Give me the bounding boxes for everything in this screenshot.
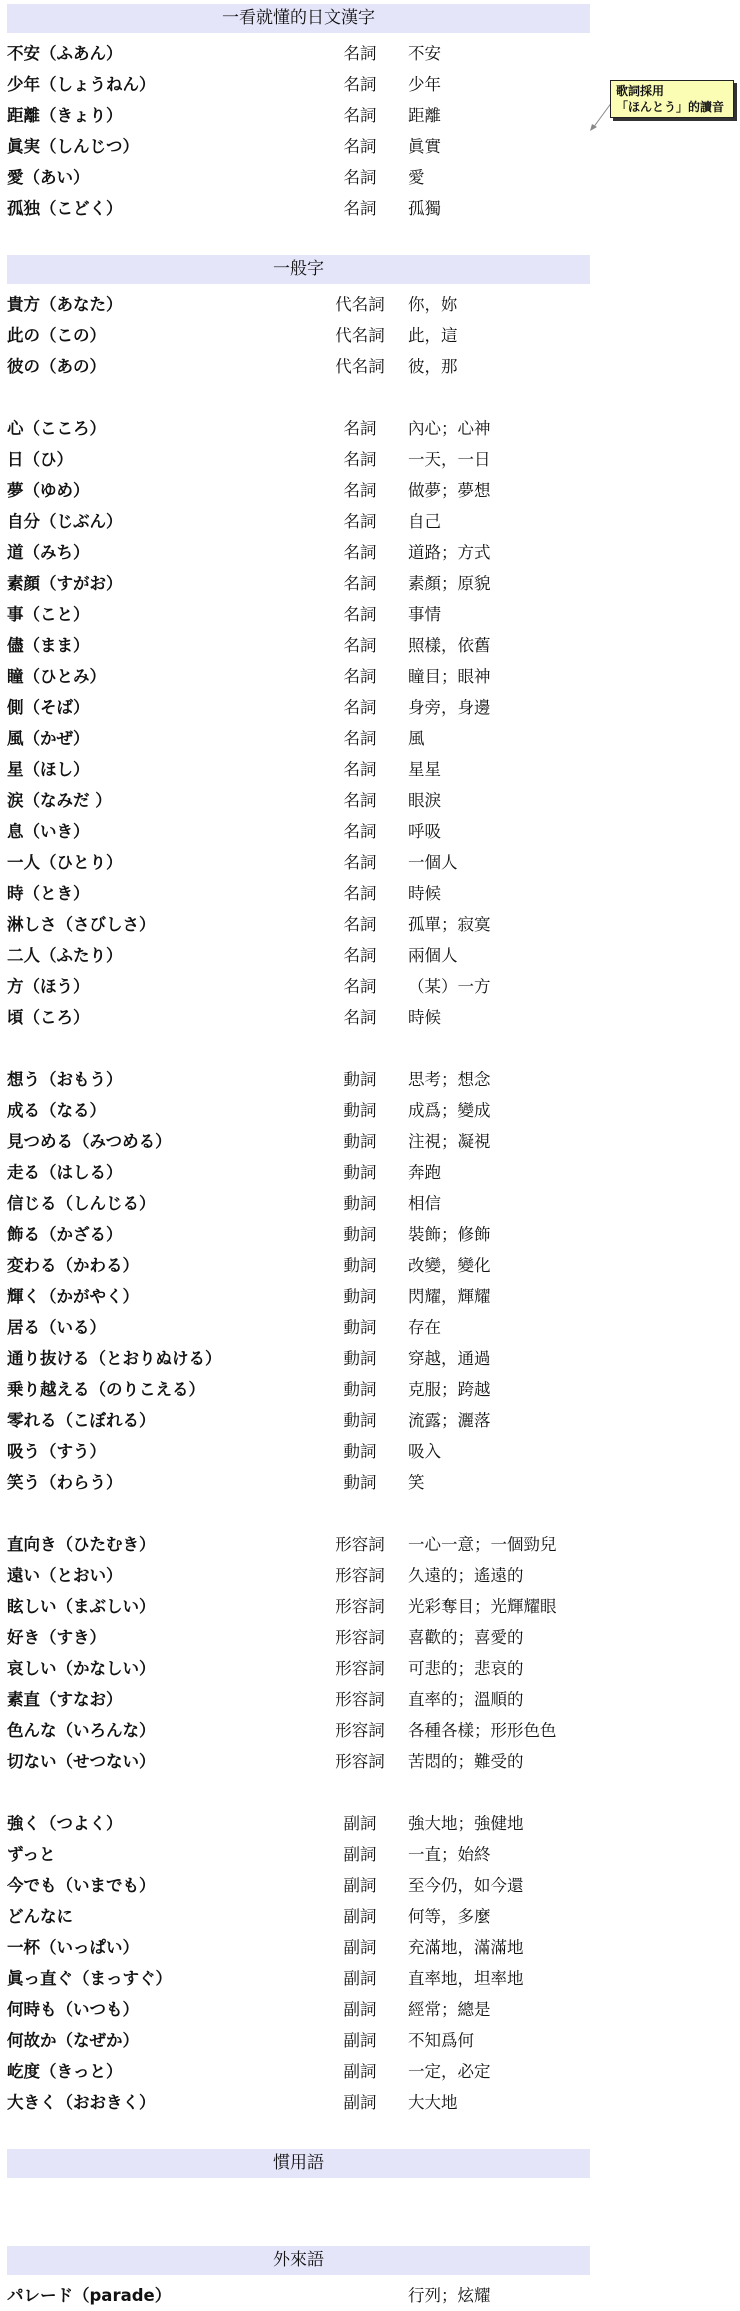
- vocab-word: 笑う（わらう）: [7, 1473, 123, 1492]
- vocab-meaning: 少年: [408, 75, 441, 94]
- vocab-part-of-speech: 形容詞: [335, 1628, 385, 1647]
- section-header: 慣用語: [7, 2149, 590, 2178]
- vocab-part-of-speech: 名詞: [343, 853, 377, 872]
- vocab-meaning: 此，這: [408, 326, 458, 345]
- vocab-word: 成る（なる）: [7, 1101, 106, 1120]
- vocab-meaning: 身旁，身邊: [408, 698, 491, 717]
- vocab-part-of-speech: 名詞: [343, 760, 377, 779]
- vocab-part-of-speech: 代名詞: [335, 326, 385, 345]
- vocab-row: [0, 476, 600, 506]
- vocab-meaning: 不知爲何: [408, 2031, 474, 2050]
- vocab-part-of-speech: 形容詞: [335, 1566, 385, 1585]
- vocab-row: [0, 1747, 600, 1777]
- vocab-word: 輝く（かがやく）: [7, 1287, 139, 1306]
- section-header: 一般字: [7, 255, 590, 284]
- vocab-meaning: 喜歡的；喜愛的: [408, 1628, 524, 1647]
- vocab-word: 素直（すなお）: [7, 1690, 123, 1709]
- vocab-meaning: 兩個人: [408, 946, 458, 965]
- vocab-row: [0, 2057, 600, 2087]
- vocab-row: [0, 1065, 600, 1095]
- vocab-meaning: 流露；灑落: [408, 1411, 491, 1430]
- vocab-word: 星（ほし）: [7, 760, 90, 779]
- vocab-word: 彼の（あの）: [7, 357, 106, 376]
- vocab-row: [0, 693, 600, 723]
- vocab-row: [0, 1933, 600, 1963]
- vocab-row: [0, 1344, 600, 1374]
- vocab-word: 不安（ふあん）: [7, 44, 123, 63]
- vocab-row: [0, 1127, 600, 1157]
- vocab-row: [0, 848, 600, 878]
- vocab-meaning: 久遠的；遙遠的: [408, 1566, 524, 1585]
- vocab-meaning: 做夢；夢想: [408, 481, 491, 500]
- vocab-meaning: 注視；凝視: [408, 1132, 491, 1151]
- vocab-word: 屹度（きっと）: [7, 2062, 123, 2081]
- vocab-meaning: 道路；方式: [408, 543, 491, 562]
- vocab-part-of-speech: 動詞: [343, 1473, 377, 1492]
- vocab-word: 頃（ころ）: [7, 1008, 90, 1027]
- vocab-part-of-speech: 形容詞: [335, 1659, 385, 1678]
- vocab-part-of-speech: 名詞: [343, 106, 377, 125]
- vocab-word: 哀しい（かなしい）: [7, 1659, 156, 1678]
- vocab-row: [0, 1623, 600, 1653]
- vocab-word: 日（ひ）: [7, 450, 73, 469]
- vocab-part-of-speech: 名詞: [343, 574, 377, 593]
- vocab-meaning: 孤獨: [408, 199, 441, 218]
- vocab-part-of-speech: 動詞: [343, 1318, 377, 1337]
- vocab-row: [0, 1096, 600, 1126]
- vocab-row: [0, 132, 600, 162]
- vocab-row: [0, 1313, 600, 1343]
- vocab-row: [0, 39, 600, 69]
- vocab-meaning: 笑: [408, 1473, 425, 1492]
- vocab-meaning: 孤單；寂寞: [408, 915, 491, 934]
- vocab-meaning: 素顏；原貌: [408, 574, 491, 593]
- vocab-word: どんなに: [7, 1907, 73, 1926]
- vocab-part-of-speech: 動詞: [343, 1287, 377, 1306]
- vocab-row: [0, 1406, 600, 1436]
- vocab-part-of-speech: 名詞: [343, 791, 377, 810]
- vocab-part-of-speech: 形容詞: [335, 1752, 385, 1771]
- vocab-word: 遠い（とおい）: [7, 1566, 123, 1585]
- vocab-word: 少年（しょうねん）: [7, 75, 156, 94]
- vocab-meaning: 一直；始終: [408, 1845, 491, 1864]
- vocab-meaning: 吸入: [408, 1442, 441, 1461]
- vocab-part-of-speech: 動詞: [343, 1194, 377, 1213]
- vocab-word: 乗り越える（のりこえる）: [7, 1380, 205, 1399]
- vocab-meaning: 距離: [408, 106, 441, 125]
- vocab-word: 時（とき）: [7, 884, 90, 903]
- vocab-meaning: 一心一意；一個勁兒: [408, 1535, 557, 1554]
- vocab-word: 此の（この）: [7, 326, 106, 345]
- vocab-word: 二人（ふたり）: [7, 946, 123, 965]
- vocab-row: [0, 1840, 600, 1870]
- vocab-part-of-speech: 代名詞: [335, 357, 385, 376]
- vocab-meaning: 苦悶的；難受的: [408, 1752, 524, 1771]
- vocab-meaning: 瞳目；眼神: [408, 667, 491, 686]
- vocab-meaning: 直率的；溫順的: [408, 1690, 524, 1709]
- vocab-meaning: 事情: [408, 605, 441, 624]
- vocab-word: 色んな（いろんな）: [7, 1721, 156, 1740]
- vocab-meaning: 各種各樣；形形色色: [408, 1721, 557, 1740]
- vocab-row: [0, 1716, 600, 1746]
- vocab-word: 事（こと）: [7, 605, 90, 624]
- vocab-row: [0, 1530, 600, 1560]
- vocab-part-of-speech: 形容詞: [335, 1690, 385, 1709]
- vocab-word: 大きく（おおきく）: [7, 2093, 156, 2112]
- vocab-word: 居る（いる）: [7, 1318, 106, 1337]
- vocab-row: [0, 817, 600, 847]
- vocab-part-of-speech: 名詞: [343, 543, 377, 562]
- vocab-meaning: 光彩奪目；光輝耀眼: [408, 1597, 557, 1616]
- vocab-row: [0, 1468, 600, 1498]
- vocab-meaning: 克服；跨越: [408, 1380, 491, 1399]
- vocab-meaning: 照樣，依舊: [408, 636, 491, 655]
- vocab-word: 好き（すき）: [7, 1628, 106, 1647]
- vocab-word: 何故か（なぜか）: [7, 2031, 139, 2050]
- vocab-part-of-speech: 副詞: [343, 1876, 377, 1895]
- comment-note-line1: 歌詞採用: [616, 84, 665, 98]
- vocab-row: [0, 1592, 600, 1622]
- vocab-meaning: 強大地；強健地: [408, 1814, 524, 1833]
- vocab-word: 夢（ゆめ）: [7, 481, 90, 500]
- vocab-row: [0, 101, 600, 131]
- vocab-word: 一杯（いっぱい）: [7, 1938, 139, 1957]
- vocab-word: 儘（まま）: [7, 636, 90, 655]
- vocab-meaning: 一個人: [408, 853, 458, 872]
- vocab-meaning: 自己: [408, 512, 441, 531]
- comment-note: [610, 80, 734, 118]
- vocab-row: [0, 879, 600, 909]
- vocab-meaning: （某）一方: [408, 977, 491, 996]
- vocab-meaning: 成爲；變成: [408, 1101, 491, 1120]
- vocab-row: [0, 352, 600, 382]
- vocab-word: 何時も（いつも）: [7, 2000, 139, 2019]
- vocab-word: 距離（きょり）: [7, 106, 123, 125]
- vocab-part-of-speech: 名詞: [343, 481, 377, 500]
- vocab-word: 直向き（ひたむき）: [7, 1535, 156, 1554]
- vocab-meaning: 行列；炫耀: [408, 2286, 491, 2305]
- vocab-row: [0, 2026, 600, 2056]
- vocab-word: 素顔（すがお）: [7, 574, 123, 593]
- vocab-row: [0, 1251, 600, 1281]
- vocab-row: [0, 1189, 600, 1219]
- vocab-row: [0, 631, 600, 661]
- vocab-part-of-speech: 名詞: [343, 698, 377, 717]
- vocab-word: 強く（つよく）: [7, 1814, 123, 1833]
- vocab-word: 今でも（いまでも）: [7, 1876, 156, 1895]
- vocab-meaning: 不安: [408, 44, 441, 63]
- vocab-meaning: 何等，多麼: [408, 1907, 491, 1926]
- vocab-part-of-speech: 動詞: [343, 1070, 377, 1089]
- vocab-meaning: 呼吸: [408, 822, 441, 841]
- vocab-word: 淋しさ（さびしさ）: [7, 915, 156, 934]
- vocab-row: [0, 1995, 600, 2025]
- vocab-part-of-speech: 副詞: [343, 2031, 377, 2050]
- vocab-word: 自分（じぶん）: [7, 512, 123, 531]
- vocab-meaning: 愛: [408, 168, 425, 187]
- vocab-part-of-speech: 副詞: [343, 1814, 377, 1833]
- vocab-part-of-speech: 名詞: [343, 729, 377, 748]
- vocab-part-of-speech: 副詞: [343, 1969, 377, 1988]
- vocab-meaning: 時候: [408, 884, 441, 903]
- vocab-part-of-speech: 名詞: [343, 946, 377, 965]
- vocab-word: 眩しい（まぶしい）: [7, 1597, 156, 1616]
- vocab-meaning: 思考；想念: [408, 1070, 491, 1089]
- vocab-row: [0, 1902, 600, 1932]
- vocab-meaning: 奔跑: [408, 1163, 441, 1182]
- vocab-meaning: 閃耀，輝耀: [408, 1287, 491, 1306]
- vocab-word: 眞実（しんじつ）: [7, 137, 139, 156]
- vocab-meaning: 至今仍，如今還: [408, 1876, 524, 1895]
- vocab-word: 孤独（こどく）: [7, 199, 123, 218]
- vocab-word: 想う（おもう）: [7, 1070, 123, 1089]
- vocab-row: [0, 1654, 600, 1684]
- vocab-row: [0, 163, 600, 193]
- vocab-part-of-speech: 副詞: [343, 1845, 377, 1864]
- vocab-row: [0, 290, 600, 320]
- vocab-part-of-speech: 名詞: [343, 636, 377, 655]
- vocab-row: [0, 1561, 600, 1591]
- vocab-part-of-speech: 副詞: [343, 1938, 377, 1957]
- vocab-part-of-speech: 副詞: [343, 1907, 377, 1926]
- vocab-row: [0, 600, 600, 630]
- vocab-word: 側（そば）: [7, 698, 90, 717]
- vocab-meaning: 一天，一日: [408, 450, 491, 469]
- vocab-word: 心（こころ）: [7, 419, 106, 438]
- section-header: 一看就懂的日文漢字: [7, 4, 590, 33]
- vocab-part-of-speech: 副詞: [343, 2062, 377, 2081]
- vocab-word: 一人（ひとり）: [7, 853, 123, 872]
- vocab-part-of-speech: 名詞: [343, 199, 377, 218]
- vocab-part-of-speech: 名詞: [343, 977, 377, 996]
- vocab-word: 道（みち）: [7, 543, 90, 562]
- vocab-meaning: 穿越，通過: [408, 1349, 491, 1368]
- vocab-part-of-speech: 代名詞: [335, 295, 385, 314]
- vocab-word: 貴方（あなた）: [7, 295, 123, 314]
- vocab-part-of-speech: 動詞: [343, 1101, 377, 1120]
- vocab-meaning: 充滿地，滿滿地: [408, 1938, 524, 1957]
- vocab-row: [0, 1437, 600, 1467]
- vocab-row: [0, 2088, 600, 2118]
- vocab-part-of-speech: 形容詞: [335, 1535, 385, 1554]
- vocab-row: [0, 1003, 600, 1033]
- vocab-word: 吸う（すう）: [7, 1442, 106, 1461]
- vocab-meaning: 經常；總是: [408, 2000, 491, 2019]
- vocab-part-of-speech: 名詞: [343, 168, 377, 187]
- vocab-word: 見つめる（みつめる）: [7, 1132, 172, 1151]
- vocab-row: [0, 662, 600, 692]
- vocab-row: [0, 194, 600, 224]
- vocab-word: 飾る（かざる）: [7, 1225, 123, 1244]
- vocab-part-of-speech: 名詞: [343, 884, 377, 903]
- vocab-meaning: 大大地: [408, 2093, 458, 2112]
- vocab-row: [0, 2281, 600, 2311]
- vocab-word: 走る（はしる）: [7, 1163, 123, 1182]
- vocab-row: [0, 321, 600, 351]
- vocab-part-of-speech: 名詞: [343, 44, 377, 63]
- vocab-part-of-speech: 副詞: [343, 2093, 377, 2112]
- vocab-word: 風（かぜ）: [7, 729, 90, 748]
- vocab-meaning: 風: [408, 729, 425, 748]
- vocab-part-of-speech: 動詞: [343, 1380, 377, 1399]
- vocab-word: 変わる（かわる）: [7, 1256, 139, 1275]
- vocab-row: [0, 972, 600, 1002]
- vocab-word: 愛（あい）: [7, 168, 90, 187]
- vocab-part-of-speech: 名詞: [343, 915, 377, 934]
- vocab-row: [0, 724, 600, 754]
- vocab-part-of-speech: 名詞: [343, 419, 377, 438]
- vocab-row: [0, 1871, 600, 1901]
- vocab-meaning: 相信: [408, 1194, 441, 1213]
- vocab-word: パレード（parade）: [7, 2286, 172, 2305]
- vocab-part-of-speech: 形容詞: [335, 1721, 385, 1740]
- vocab-word: 零れる（こぼれる）: [7, 1411, 156, 1430]
- vocab-part-of-speech: 動詞: [343, 1132, 377, 1151]
- vocab-word: 信じる（しんじる）: [7, 1194, 156, 1213]
- vocab-meaning: 改變，變化: [408, 1256, 491, 1275]
- vocab-meaning: 你，妳: [408, 295, 458, 314]
- vocab-part-of-speech: 名詞: [343, 605, 377, 624]
- vocab-part-of-speech: 名詞: [343, 75, 377, 94]
- vocab-part-of-speech: 名詞: [343, 667, 377, 686]
- vocab-part-of-speech: 動詞: [343, 1256, 377, 1275]
- vocab-row: [0, 414, 600, 444]
- vocab-part-of-speech: 名詞: [343, 137, 377, 156]
- vocab-row: [0, 1282, 600, 1312]
- vocab-meaning: 內心；心神: [408, 419, 491, 438]
- vocab-row: [0, 1685, 600, 1715]
- vocab-word: 涙（なみだ ）: [7, 791, 112, 810]
- vocab-row: [0, 70, 600, 100]
- vocab-row: [0, 1220, 600, 1250]
- vocab-meaning: 一定，必定: [408, 2062, 491, 2081]
- vocab-row: [0, 569, 600, 599]
- section-header: 外來語: [7, 2246, 590, 2275]
- vocab-part-of-speech: 名詞: [343, 1008, 377, 1027]
- vocab-row: [0, 507, 600, 537]
- vocab-part-of-speech: 動詞: [343, 1442, 377, 1461]
- vocab-meaning: 星星: [408, 760, 441, 779]
- vocab-row: [0, 941, 600, 971]
- vocab-row: [0, 786, 600, 816]
- vocab-meaning: 時候: [408, 1008, 441, 1027]
- vocab-part-of-speech: 名詞: [343, 450, 377, 469]
- vocab-word: 息（いき）: [7, 822, 90, 841]
- vocab-part-of-speech: 動詞: [343, 1411, 377, 1430]
- vocab-word: 切ない（せつない）: [7, 1752, 156, 1771]
- vocab-meaning: 存在: [408, 1318, 441, 1337]
- vocab-word: ずっと: [7, 1845, 56, 1864]
- vocab-row: [0, 1809, 600, 1839]
- vocab-meaning: 直率地，坦率地: [408, 1969, 524, 1988]
- comment-note-line2: 「ほんとう」的讀音: [616, 100, 725, 114]
- vocab-word: 方（ほう）: [7, 977, 90, 996]
- vocab-meaning: 眞實: [408, 137, 441, 156]
- vocab-part-of-speech: 形容詞: [335, 1597, 385, 1616]
- vocab-meaning: 彼，那: [408, 357, 458, 376]
- vocab-row: [0, 538, 600, 568]
- vocab-part-of-speech: 動詞: [343, 1225, 377, 1244]
- vocab-row: [0, 1375, 600, 1405]
- vocab-part-of-speech: 動詞: [343, 1163, 377, 1182]
- vocab-part-of-speech: 名詞: [343, 822, 377, 841]
- vocab-meaning: 可悲的；悲哀的: [408, 1659, 524, 1678]
- vocab-row: [0, 445, 600, 475]
- vocab-row: [0, 1964, 600, 1994]
- vocab-word: 通り抜ける（とおりぬける）: [7, 1349, 222, 1368]
- vocab-word: 瞳（ひとみ）: [7, 667, 106, 686]
- vocab-meaning: 裝飾；修飾: [408, 1225, 491, 1244]
- vocab-meaning: 眼淚: [408, 791, 441, 810]
- vocab-word: 眞っ直ぐ（まっすぐ）: [7, 1969, 172, 1988]
- vocab-part-of-speech: 動詞: [343, 1349, 377, 1368]
- vocab-row: [0, 910, 600, 940]
- vocab-part-of-speech: 名詞: [343, 512, 377, 531]
- vocab-row: [0, 1158, 600, 1188]
- vocab-row: [0, 755, 600, 785]
- vocab-part-of-speech: 副詞: [343, 2000, 377, 2019]
